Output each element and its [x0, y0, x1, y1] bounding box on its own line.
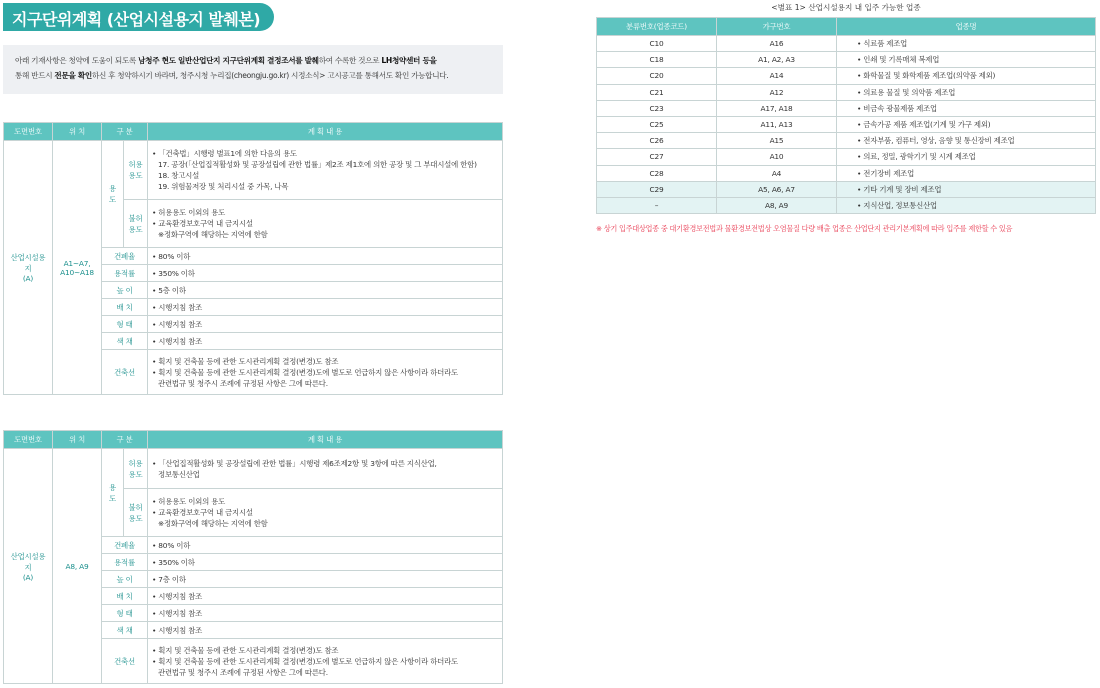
row-value: • 시행지침 참조 — [148, 622, 503, 639]
industry-code: C23 — [597, 100, 717, 116]
header-category: 구 분 — [102, 431, 148, 449]
notice-bold: 남청주 현도 일반산업단지 지구단위계획 결정조서를 발췌 — [138, 56, 319, 65]
allowed-use-text — [148, 449, 503, 489]
industry-code: C29 — [597, 181, 717, 197]
text-line: 정보통신산업 — [158, 469, 200, 479]
industry-code: C27 — [597, 149, 717, 165]
prohibited-use-text — [148, 200, 503, 248]
industry-name: • 화학물질 및 화학제품 제조업(의약품 제외) — [837, 68, 1096, 84]
table-row — [597, 84, 1096, 100]
title-banner — [3, 3, 274, 31]
header-drawing-no: 도면번호 — [4, 123, 53, 141]
text-line: • 허용용도 이외의 용도 — [152, 208, 226, 217]
row-label: 높 이 — [102, 282, 148, 299]
notice-text: 아래 기재사항은 청약에 도움이 되도록 — [15, 56, 139, 65]
header-location: 위 치 — [53, 123, 102, 141]
industry-block: A4 — [717, 165, 837, 181]
industry-code: C20 — [597, 68, 717, 84]
drawing-no-cell: 산업시설용지 (A) — [4, 141, 53, 395]
row-value: • 7층 이하 — [148, 571, 503, 588]
row-value: • 80% 이하 — [148, 537, 503, 554]
row-value: • 350% 이하 — [148, 554, 503, 571]
industry-code: C10 — [597, 36, 717, 52]
industry-table — [596, 17, 1096, 214]
table-row — [597, 116, 1096, 132]
header-category: 구 분 — [102, 123, 148, 141]
table-row — [597, 100, 1096, 116]
industry-name: • 전기장비 제조업 — [837, 165, 1096, 181]
prohibited-use-text — [148, 489, 503, 537]
text-line: • 「건축법」시행령 별표1에 의한 다음의 용도 — [152, 149, 297, 158]
notice-box — [3, 45, 503, 94]
industry-header-name: 업종명 — [837, 18, 1096, 36]
industry-name: • 인쇄 및 기록매체 복제업 — [837, 52, 1096, 68]
row-value: • 시행지침 참조 — [148, 333, 503, 350]
header-plan: 계 획 내 용 — [148, 431, 503, 449]
table-row — [597, 165, 1096, 181]
industry-block: A1, A2, A3 — [717, 52, 837, 68]
setback-label: 건축선 — [102, 350, 148, 395]
industry-block: A12 — [717, 84, 837, 100]
industry-table-title: <별표 1> 산업시설용지 내 입주 가능한 업종 — [771, 3, 921, 12]
allowed-use-text — [148, 141, 503, 200]
allowed-use-label: 허용 용도 — [124, 449, 148, 489]
industry-name: • 의료, 정밀, 광학기기 및 시계 제조업 — [837, 149, 1096, 165]
drawing-no-cell: 산업시설용지 (A) — [4, 449, 53, 684]
industry-name: • 식료품 제조업 — [837, 36, 1096, 52]
industry-code: C28 — [597, 165, 717, 181]
industry-block: A15 — [717, 133, 837, 149]
industry-block: A16 — [717, 36, 837, 52]
use-label: 용도 — [102, 449, 124, 537]
text-line: • 획지 및 건축물 등에 관한 도시관리계획 결정(변경)도에 별도로 언급하지 않은 사항이라 하더라도 — [152, 656, 458, 666]
text-line: • 「산업집적활성화 및 공장설립에 관한 법률」시행령 제6조제2항 및 3항에 따른 지식산업, — [152, 458, 437, 468]
setback-label: 건축선 — [102, 639, 148, 684]
notice-bold: 전문을 확인 — [54, 71, 92, 80]
row-label: 용적률 — [102, 554, 148, 571]
table-row — [597, 181, 1096, 197]
industry-header-code: 분류번호(업종코드) — [597, 18, 717, 36]
text-line: • 획지 및 건축물 등에 관한 도시관리계획 결정(변경)도에 별도로 언급하지 않은 사항이라 하더라도 — [152, 367, 458, 377]
industry-name: • 기타 기계 및 장비 제조업 — [837, 181, 1096, 197]
industry-name: • 의료용 물질 및 의약품 제조업 — [837, 84, 1096, 100]
industry-block: A5, A6, A7 — [717, 181, 837, 197]
industry-name: • 지식산업, 정보통신산업 — [837, 197, 1096, 213]
table-row — [597, 52, 1096, 68]
row-label: 색 채 — [102, 622, 148, 639]
header-plan: 계 획 내 용 — [148, 123, 503, 141]
text-line: • 교육환경보호구역 내 금지시설 — [152, 508, 253, 517]
notice-text: 통해 반드시 — [15, 71, 55, 80]
row-value: • 시행지침 참조 — [148, 605, 503, 622]
plan-table-1 — [3, 122, 503, 395]
industry-code: C25 — [597, 116, 717, 132]
text-line: ※정화구역에 해당하는 지역에 한함 — [158, 230, 268, 239]
row-value: • 80% 이하 — [148, 248, 503, 265]
industry-block: A11, A13 — [717, 116, 837, 132]
notice-text: 하신 후 청약하시기 바라며, 청주시청 누리집(cheongju.go.kr) 시정소식> 고시공고를 통해서도 확인 가능합니다. — [91, 71, 449, 80]
industry-name: • 금속가공 제품 제조업(기계 및 가구 제외) — [837, 116, 1096, 132]
row-value: • 시행지침 참조 — [148, 316, 503, 333]
table-row — [597, 68, 1096, 84]
row-label: 용적률 — [102, 265, 148, 282]
industry-code: C26 — [597, 133, 717, 149]
setback-text — [148, 350, 503, 395]
row-label: 건폐율 — [102, 248, 148, 265]
industry-block: A10 — [717, 149, 837, 165]
notice-bold: LH청약센터 등을 — [381, 56, 437, 65]
header-drawing-no: 도면번호 — [4, 431, 53, 449]
notice-text: 하여 수록한 것으로 — [318, 56, 382, 65]
text-line: 17. 공장(「산업집적활성화 및 공장설립에 관한 법률」제2조 제1호에 의한 공장 및 그 부대시설에 한함) — [158, 160, 477, 169]
prohibited-use-label: 불허 용도 — [124, 200, 148, 248]
row-label: 건폐율 — [102, 537, 148, 554]
row-label: 배 치 — [102, 588, 148, 605]
table-row — [597, 149, 1096, 165]
row-value: • 시행지침 참조 — [148, 588, 503, 605]
text-line: 관련법규 및 청주시 조례에 규정된 사항은 그에 따른다. — [158, 378, 328, 388]
text-line: • 획지 및 건축물 등에 관한 도시관리계획 결정(변경)도 참조 — [152, 356, 339, 366]
industry-block: A14 — [717, 68, 837, 84]
use-label: 용도 — [102, 141, 124, 248]
row-value: • 5층 이하 — [148, 282, 503, 299]
table-row — [597, 36, 1096, 52]
page-title: 지구단위계획 (산업시설용지 발췌본) — [12, 10, 261, 29]
row-value: • 350% 이하 — [148, 265, 503, 282]
text-line: • 획지 및 건축물 등에 관한 도시관리계획 결정(변경)도 참조 — [152, 645, 339, 655]
location-cell: A8, A9 — [53, 449, 102, 684]
text-line: • 허용용도 이외의 용도 — [152, 497, 226, 506]
industry-name: • 비금속 광물제품 제조업 — [837, 100, 1096, 116]
text-line: 18. 창고시설 — [158, 171, 200, 180]
industry-code: – — [597, 197, 717, 213]
industry-block: A17, A18 — [717, 100, 837, 116]
allowed-use-label: 허용 용도 — [124, 141, 148, 200]
row-label: 형 태 — [102, 316, 148, 333]
text-line: 19. 위험물저장 및 처리시설 중 가목, 나목 — [158, 182, 289, 191]
prohibited-use-label: 불허 용도 — [124, 489, 148, 537]
industry-name: • 전자부품, 컴퓨터, 영상, 음향 및 통신장비 제조업 — [837, 133, 1096, 149]
industry-code: C18 — [597, 52, 717, 68]
table-row — [597, 133, 1096, 149]
location-cell: A1~A7, A10~A18 — [53, 141, 102, 395]
industry-block: A8, A9 — [717, 197, 837, 213]
text-line: • 교육환경보호구역 내 금지시설 — [152, 219, 253, 228]
industry-code: C21 — [597, 84, 717, 100]
table-row — [597, 197, 1096, 213]
row-label: 색 채 — [102, 333, 148, 350]
text-line: ※정화구역에 해당하는 지역에 한함 — [158, 519, 268, 528]
setback-text — [148, 639, 503, 684]
row-label: 형 태 — [102, 605, 148, 622]
row-label: 높 이 — [102, 571, 148, 588]
plan-table-2 — [3, 430, 503, 684]
industry-header-block: 가구번호 — [717, 18, 837, 36]
industry-footnote: ※ 상기 입주대상업종 중 대기환경보전법과 물환경보전법상 오염물질 다량 배출 업종은 산업단지 관리기본계획에 따라 입주를 제한할 수 있음 — [596, 224, 1013, 233]
text-line: 관련법규 및 청주시 조례에 규정된 사항은 그에 따른다. — [158, 667, 328, 677]
row-value: • 시행지침 참조 — [148, 299, 503, 316]
row-label: 배 치 — [102, 299, 148, 316]
header-location: 위 치 — [53, 431, 102, 449]
